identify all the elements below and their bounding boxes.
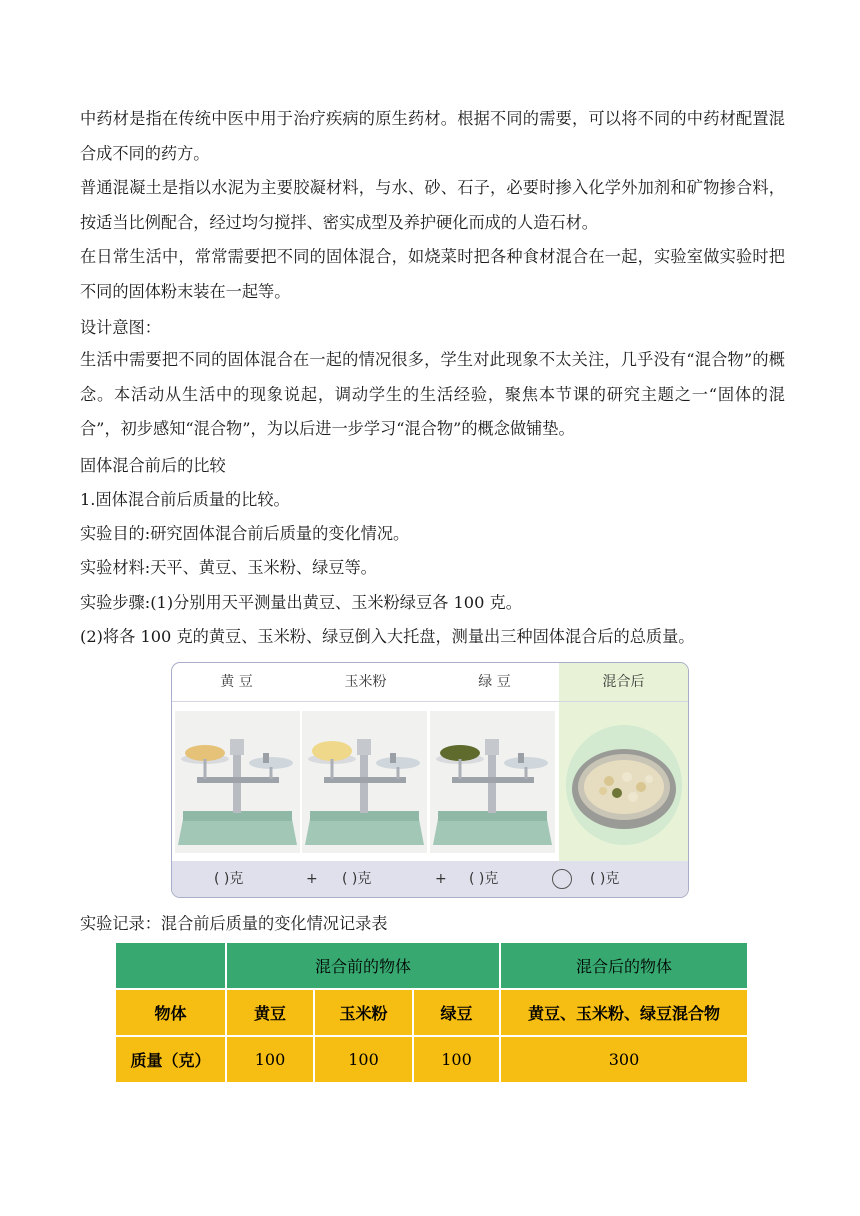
figure-header xyxy=(172,663,688,702)
group-after-header: 混合后的物体 xyxy=(500,942,748,989)
paragraph-concrete: 普通混凝土是指以水泥为主要胶凝材料，与水、砂、石子，必要时掺入化学外加剂和矿物掺合料，按适当比例配合，经过均匀搅拌、密实成型及养护硬化而成的人造石材。 xyxy=(80,178,785,232)
item-title: 1.固体混合前后质量的比较。 xyxy=(80,490,290,509)
design-heading: 设计意图： xyxy=(80,318,161,337)
group-before-header: 混合前的物体 xyxy=(226,942,500,989)
mass-mixture-cell: 300 xyxy=(500,1036,748,1083)
record-caption: 实验记录：混合前后质量的变化情况记录表 xyxy=(80,914,388,933)
header-mungbean: 绿 豆 xyxy=(478,674,511,690)
object-mixture-cell: 黄豆、玉米粉、绿豆混合物 xyxy=(500,989,748,1036)
record-table xyxy=(114,941,749,1084)
paragraph-daily-life: 在日常生活中，常常需要把不同的固体混合，如烧菜时把各种食材混合在一起，实验室做实验时把不同的固体粉末装在一起等。 xyxy=(80,247,785,301)
figure-footer xyxy=(172,861,688,897)
mass-soybean-cell: 100 xyxy=(226,1036,314,1083)
mass-cornmeal-cell: 100 xyxy=(314,1036,413,1083)
object-label-cell: 物体 xyxy=(115,989,226,1036)
experiment-materials: 实验材料:天平、黄豆、玉米粉、绿豆等。 xyxy=(80,558,377,577)
object-cornmeal-cell: 玉米粉 xyxy=(314,989,413,1036)
header-cornmeal: 玉米粉 xyxy=(344,674,387,690)
paragraph-herbal: 中药材是指在传统中医中用于治疗疾病的原生药材。根据不同的需要，可以将不同的中药材配置混合成不同的药方。 xyxy=(80,109,785,163)
cornmeal-scale-image xyxy=(302,711,427,853)
blank-soybean: ( )克 xyxy=(214,871,244,887)
plus-sign-1: + xyxy=(306,871,318,887)
mass-mungbean-cell: 100 xyxy=(413,1036,500,1083)
header-mixed: 混合后 xyxy=(602,674,645,690)
mungbean-scale-image xyxy=(430,711,555,853)
blank-cornmeal: ( )克 xyxy=(342,871,372,887)
blank-mixed: ( )克 xyxy=(590,871,620,887)
object-mungbean-cell: 绿豆 xyxy=(413,989,500,1036)
table-row xyxy=(115,989,748,1036)
plus-sign-2: + xyxy=(435,871,447,887)
table-row xyxy=(115,942,748,989)
object-soybean-cell: 黄豆 xyxy=(226,989,314,1036)
mixed-tray-image xyxy=(565,721,683,845)
soybean-scale-image xyxy=(175,711,300,853)
blank-mungbean: ( )克 xyxy=(469,871,499,887)
paragraph-design-intent: 生活中需要把不同的固体混合在一起的情况很多，学生对此现象不太关注，几乎没有“混合物”的概念。本活动从生活中的现象说起，调动学生的生活经验，聚焦本节课的研究主题之一“固体的混合”，初步感知“混合物”，为以后进一步学习“混合物”的概念做铺垫。 xyxy=(80,350,785,438)
mass-label-cell: 质量（克） xyxy=(115,1036,226,1083)
experiment-step-1: 实验步骤:(1)分别用天平测量出黄豆、玉米粉绿豆各 100 克。 xyxy=(80,593,522,612)
experiment-step-2: (2)将各 100 克的黄豆、玉米粉、绿豆倒入大托盘，测量出三种固体混合后的总质量。 xyxy=(80,627,695,646)
table-corner-cell xyxy=(115,942,226,989)
balance-figure xyxy=(171,662,689,898)
table-row xyxy=(115,1036,748,1083)
comparison-circle xyxy=(552,869,572,889)
section-title: 固体混合前后的比较 xyxy=(80,456,226,475)
header-soybean: 黄 豆 xyxy=(220,674,253,690)
experiment-purpose: 实验目的:研究固体混合前后质量的变化情况。 xyxy=(80,524,410,543)
